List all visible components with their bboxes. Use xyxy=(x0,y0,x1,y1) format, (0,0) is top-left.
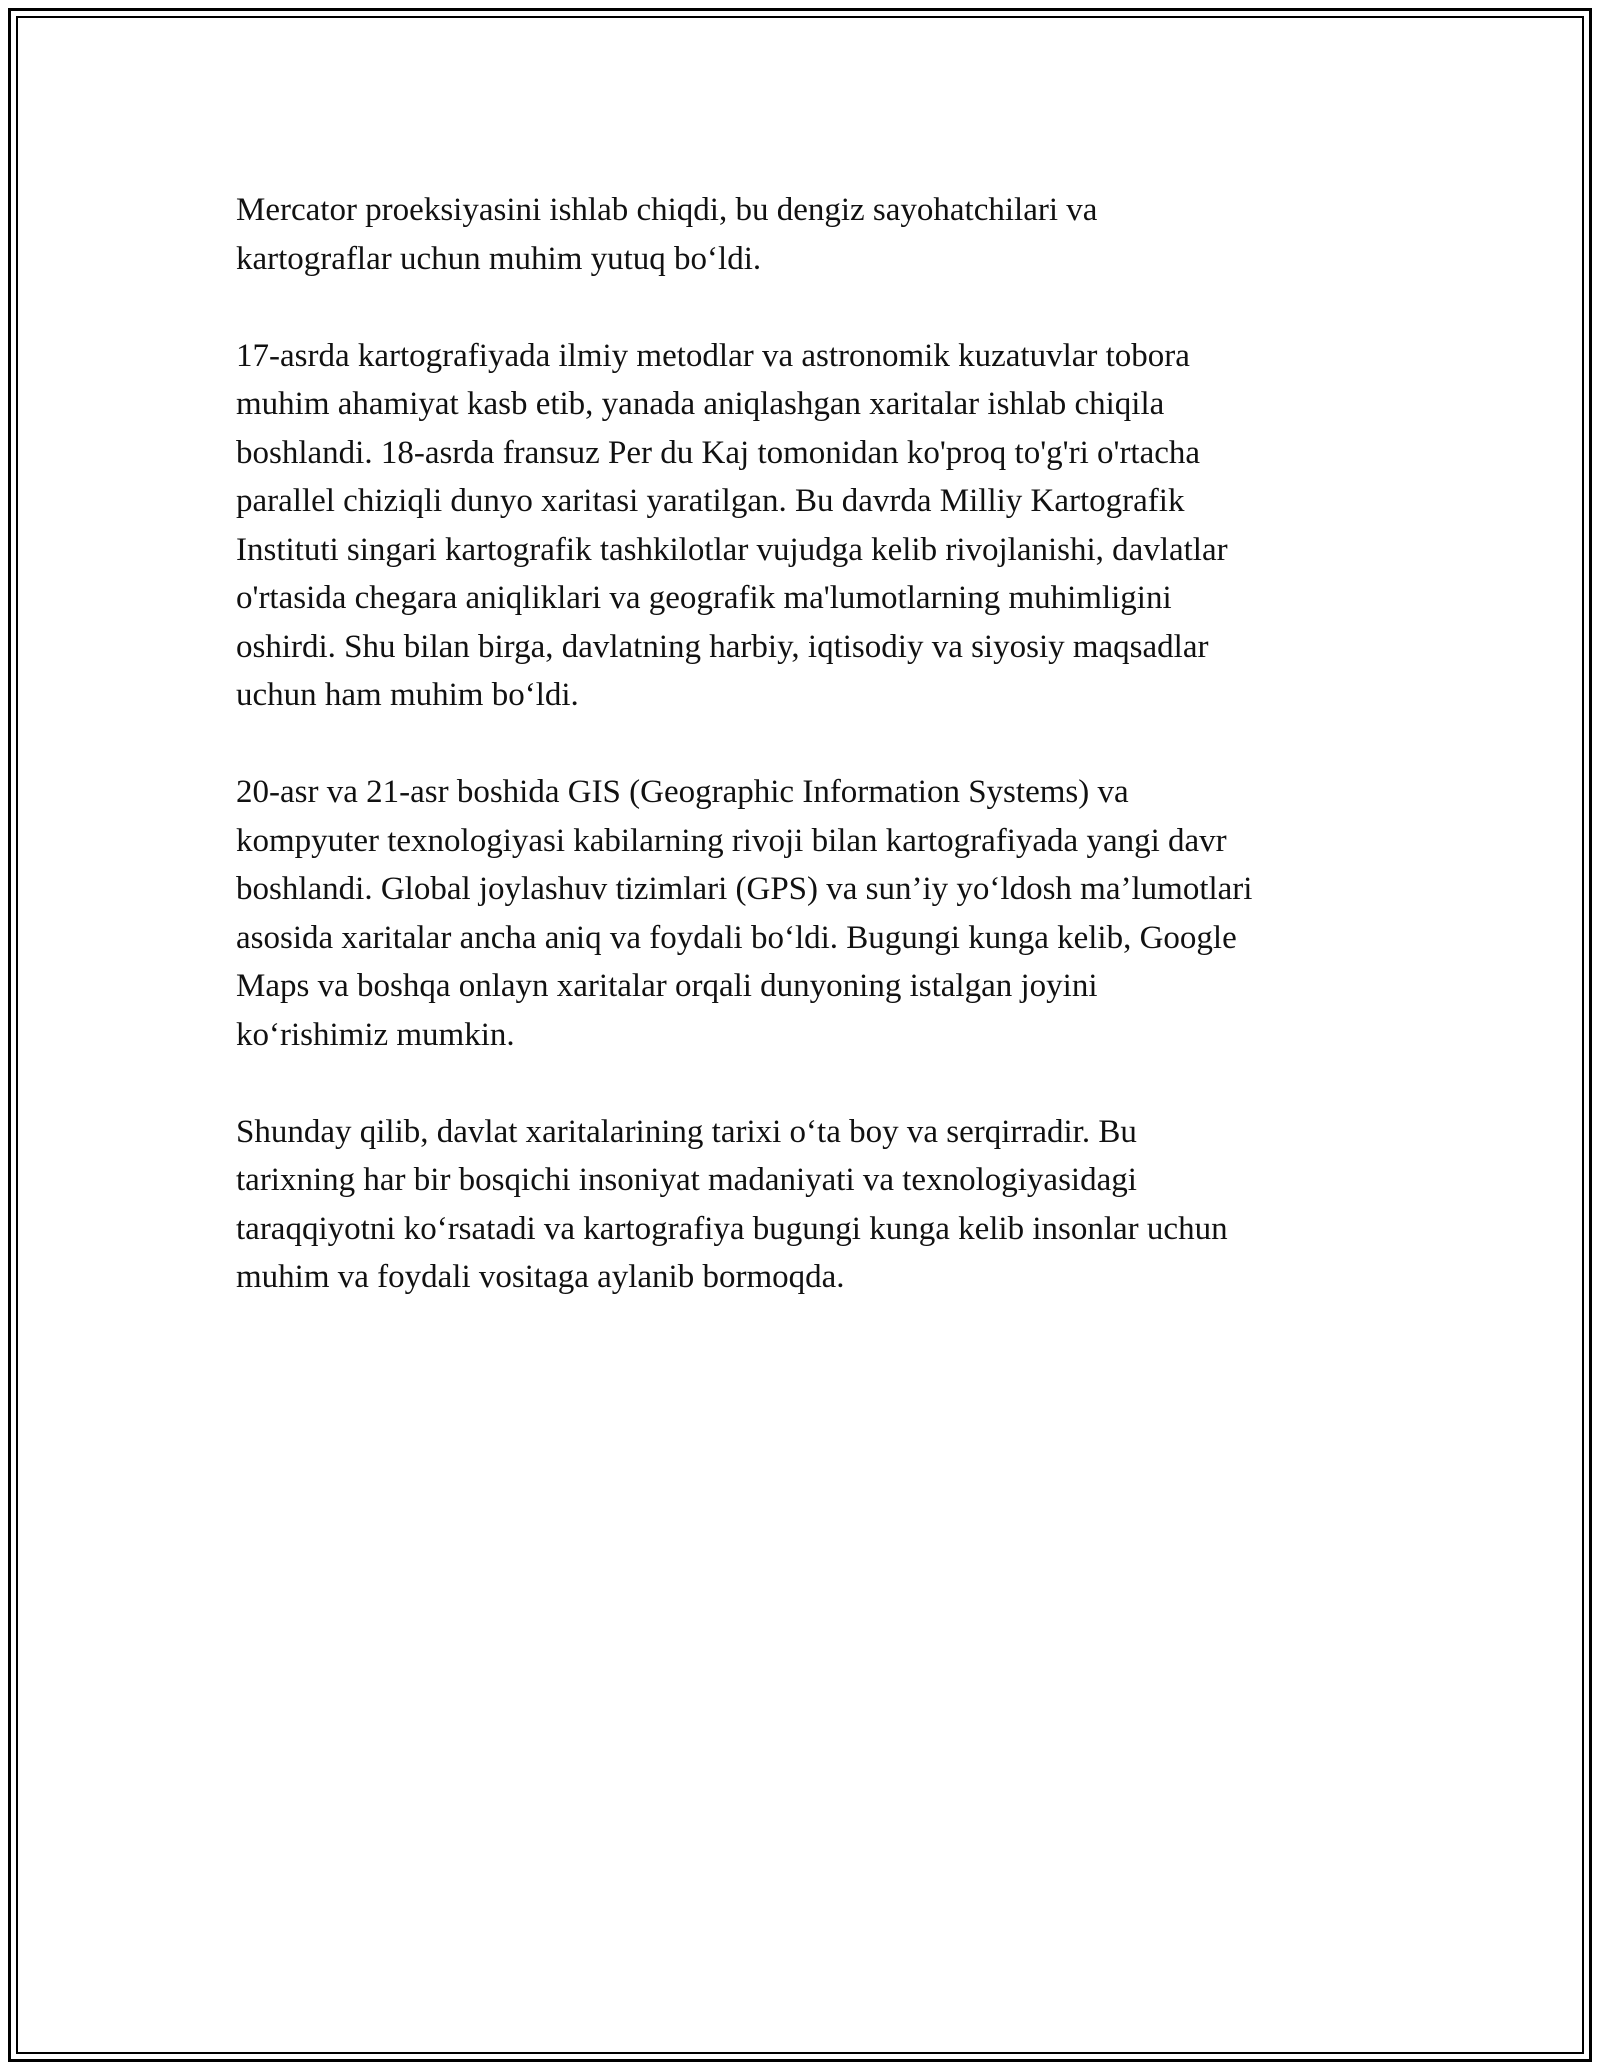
paragraph-mercator: Mercator proeksiyasini ishlab chiqdi, bu dengiz sayohatchilari va kartograflar uchun muhim yutuq bo‘ldi. xyxy=(236,192,1098,277)
document-body xyxy=(236,186,1386,1350)
paragraph-20th-century: 20-asr va 21-asr boshida GIS (Geographic Information Systems) va kompyuter texnologiyasi kabilarning rivoji bilan kartografiyada yangi davr boshlandi. Global joylashuv tizimlari (GPS) va sun’iy yo‘ldosh ma’lumotlari asosida xaritalar ancha aniq va foydali bo‘ldi. Bugungi kunga kelib, Google Maps va boshqa onlayn xaritalar orqali dunyoning istalgan joyini ko‘rishimiz mumkin. xyxy=(236,774,1253,1053)
paragraph-conclusion: Shunday qilib, davlat xaritalarining tarixi o‘ta boy va serqirradir. Bu tarixning har bir bosqichi insoniyat madaniyati va texnologiyasidagi taraqqiyotni ko‘rsatadi va kartografiya bugungi kunga kelib insonlar uchun muhim va foydali vositaga aylanib bormoqda. xyxy=(236,1113,1228,1295)
paragraph-17th-century: 17-asrda kartografiyada ilmiy metodlar va astronomik kuzatuvlar tobora muhim ahamiyat kasb etib, yanada aniqlashgan xaritalar ishlab chiqila boshlandi. 18-asrda fransuz Per du Kaj tomonidan ko'proq to'g'ri o'rtacha parallel chiziqli dunyo xaritasi yaratilgan. Bu davrda Milliy Kartografik Instituti singari kartografik tashkilotlar vujudga kelib rivojlanishi, davlatlar o'rtasida chegara aniqliklari va geografik ma'lumotlarning muhimligini oshirdi. Shu bilan birga, davlatning harbiy, iqtisodiy va siyosiy maqsadlar uchun ham muhim bo‘ldi. xyxy=(236,337,1228,713)
